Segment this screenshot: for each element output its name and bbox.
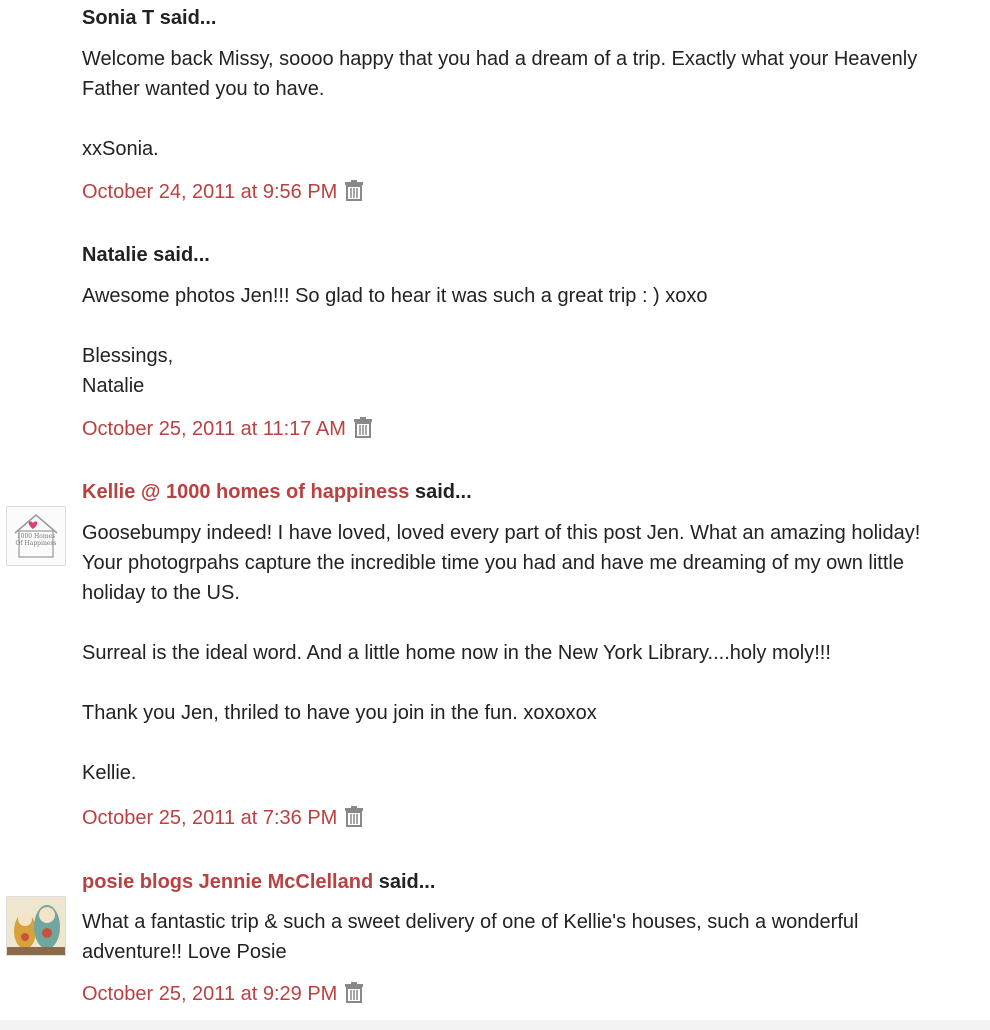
- comment-timestamp-link[interactable]: October 25, 2011 at 7:36 PM: [82, 807, 338, 829]
- avatar-logo-text: 1000 Homes Of Happiness: [15, 533, 57, 547]
- comment-author-line: [82, 6, 216, 30]
- delete-comment-trash-icon[interactable]: [352, 416, 374, 444]
- delete-comment-trash-icon[interactable]: [343, 981, 365, 1009]
- comment-footer: [82, 416, 374, 444]
- comment-body: [82, 907, 962, 967]
- comment-paragraph: Kellie.: [82, 762, 137, 784]
- nesting-dolls-avatar-icon: [7, 897, 65, 955]
- comment-paragraph: Goosebumpy indeed! I have loved, loved every part of this post Jen. What an amazing holiday! Your photogrpahs capture the incredible time you had and have me dreaming of my own little holiday to the US.: [82, 522, 921, 604]
- comment-author-name: Natalie: [82, 244, 148, 266]
- commenter-avatar[interactable]: [6, 506, 66, 566]
- comment-author-line: [82, 480, 472, 504]
- comment-paragraph: Surreal is the ideal word. And a little home now in the New York Library....holy moly!!!: [82, 642, 831, 664]
- comment-timestamp-link[interactable]: October 24, 2011 at 9:56 PM: [82, 181, 338, 203]
- comment-said-label: said...: [373, 871, 436, 893]
- comment-author-line: [82, 870, 435, 894]
- comment-paragraph: Thank you Jen, thriled to have you join in the fun. xoxoxox: [82, 702, 597, 724]
- comment-body: [82, 44, 962, 164]
- comment-body: [82, 518, 962, 788]
- comment-paragraph: Awesome photos Jen!!! So glad to hear it was such a great trip : ) xoxo: [82, 285, 708, 307]
- comment-body: [82, 281, 962, 401]
- page-bottom-divider: [0, 1020, 990, 1030]
- delete-comment-trash-icon[interactable]: [343, 805, 365, 833]
- comment-author-line: [82, 243, 210, 267]
- comment-paragraph: What a fantastic trip & such a sweet delivery of one of Kellie's houses, such a wonderful adventure!! Love Posie: [82, 911, 859, 963]
- comment-timestamp-link[interactable]: October 25, 2011 at 11:17 AM: [82, 418, 346, 440]
- comment-timestamp-link[interactable]: October 25, 2011 at 9:29 PM: [82, 983, 338, 1005]
- comment-footer: [82, 805, 365, 833]
- comment-said-label: said...: [147, 244, 210, 266]
- commenter-avatar[interactable]: [6, 896, 66, 956]
- comment-author-link[interactable]: Kellie @ 1000 homes of happiness: [82, 481, 410, 503]
- comment-paragraph: Welcome back Missy, soooo happy that you had a dream of a trip. Exactly what your Heavenly Father wanted you to have.: [82, 48, 918, 100]
- comment-said-label: said...: [154, 7, 217, 29]
- delete-comment-trash-icon[interactable]: [343, 179, 365, 207]
- comment-footer: [82, 981, 365, 1009]
- comment-paragraph: xxSonia.: [82, 138, 159, 160]
- comment-author-name: Sonia T: [82, 7, 155, 29]
- comment-author-link[interactable]: posie blogs Jennie McClelland: [82, 871, 374, 893]
- comment-footer: [82, 179, 365, 207]
- comment-paragraph: Blessings, Natalie: [82, 345, 174, 397]
- comment-said-label: said...: [409, 481, 472, 503]
